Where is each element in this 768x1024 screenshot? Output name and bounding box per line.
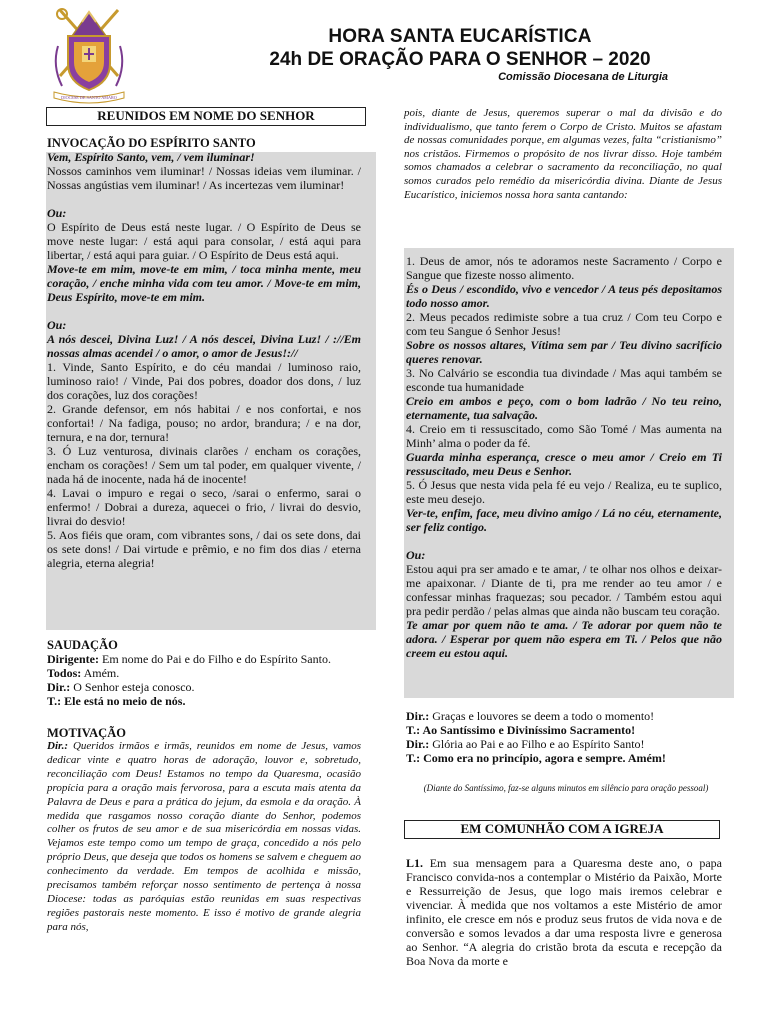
hymn-verse: 3. No Calvário se escondia tua divindade / Mas aqui também se esconde tua humanidade (406, 366, 722, 394)
hymn-verse: 5. Ó Jesus que nesta vida pela fé eu vejo / Realiza, eu te suplico, este meu desejo. (406, 478, 722, 506)
page-header (0, 0, 768, 108)
saudacao-line: Amém. (83, 666, 120, 680)
motivacao-heading: MOTIVAÇÃO (47, 726, 126, 740)
speaker-label: Dirigente: (47, 652, 99, 666)
reader-label: L1. (406, 856, 424, 870)
l1-text: Em sua mensagem para a Quaresma deste ano, o papa Francisco convida-nos a contemplar o Mistério da Paixão, Morte e Ressurreição de Jesus, que logo mais iremos celebrar e vivenciar. À medida que nos voltamos a este Mistério de amor infinito, ele cresce em nós e produz seus frutos de vida nova e de conversão e somos levados a dar uma resposta livre e generosa ao Senhor. “A alegria do cristão brota da escuta e recepção da Boa Nova da morte e (406, 856, 723, 968)
diocese-coat-of-arms-logo (44, 6, 134, 106)
hymn-ou: Ou: (406, 548, 426, 562)
hymn-stanza: 4. Lavai o impuro e regai o seco, /sarai o enfermo, sarai o enfermo! / Dobrai a dureza, aquecei o frio, / livrai do desvio, livrai do desvio! (47, 486, 361, 528)
hymn-verse: 2. Meus pecados redimiste sobre a tua cruz / Com teu Corpo e com teu Sangue ó Senhor Jesus! (406, 310, 722, 338)
doxology-line: Graças e louvores se deem a todo o momento! (432, 709, 655, 723)
hymn-verse: 1. Deus de amor, nós te adoramos neste Sacramento / Corpo e Sangue que fizeste nosso alimento. (406, 254, 722, 282)
hymn-refrain: Sobre os nossos altares, Vítima sem par / Teu divino sacrifício queres renovar. (406, 338, 722, 366)
speaker-label: Dir.: (406, 737, 430, 751)
invocacao-block (47, 136, 361, 570)
hymn-refrain: Creio em ambos e peço, com o bom ladrão / No teu reino, eternamente, tua salvação. (406, 394, 722, 422)
invocacao-text2: O Espírito de Deus está neste lugar. / O Espírito de Deus se move neste lugar: / está aqui para consolar, / está aqui para libertar, / está aqui para guiar. / O Espírito de Deus está aqui. (47, 220, 361, 262)
commission-name: Comissão Diocesana de Liturgia (498, 71, 668, 83)
invocacao-ou2: Ou: (47, 318, 67, 332)
invocacao-line3: A nós descei, Divina Luz! / A nós descei, Divina Luz! / ://Em nossas almas acendei / o amor, o amor de Jesus!:// (47, 332, 361, 360)
invocacao-line2: Move-te em mim, move-te em mim, / toca minha mente, meu coração, / enche minha vida com teu amor. / Move-te em mim, Deus Espírito, move-te em mim. (47, 262, 361, 304)
alt-hymn-refrain: Te amar por quem não te ama. / Te adorar por quem não te adora. / Esperar por quem não espera em Ti. / Pelos que não creem eu estou aqui. (406, 618, 722, 660)
invocacao-ou1: Ou: (47, 206, 67, 220)
speaker-label: T.: (406, 723, 421, 737)
page-subtitle: 24h DE ORAÇÃO PARA O SENHOR – 2020 (269, 49, 651, 70)
hymn-stanza: 2. Grande defensor, em nós habitai / e nos confortai, e nos confortai! / Na fadiga, pouso; no ardor, brandura; / e na dor, ternura, e na dor, ternura! (47, 402, 361, 444)
hymn-refrain: Guarda minha esperança, cresce o meu amor / Creio em Ti ressuscitado, meu Deus e Senhor. (406, 450, 722, 478)
saudacao-line: Ele está no meio de nós. (64, 694, 186, 708)
speaker-label: T.: (406, 751, 421, 765)
hymn-refrain: Ver-te, enfim, face, meu divino amigo / Lá no céu, eternamente, ser feliz contigo. (406, 506, 722, 534)
page-title: HORA SANTA EUCARÍSTICA (328, 26, 592, 47)
invocacao-text1: Nossos caminhos vem iluminar! / Nossas ideias vem iluminar. / Nossas angústias vem iluminar! / As incertezas vem iluminar! (47, 164, 361, 192)
doxology-line: Como era no princípio, agora e sempre. Amém! (423, 751, 666, 765)
motivacao-block (47, 726, 361, 935)
speaker-label: Dir.: (47, 740, 69, 752)
motivacao-text: Queridos irmãos e irmãs, reunidos em nome de Jesus, vamos dedicar vinte e quatro horas de adoração, louvor e, sobretudo, reconciliação com Deus! Estamos no tempo da Quaresma, ocasião propícia para a oração mais fervorosa, para a escuta mais atenta da Palavra de Deus e para a prática do jejum, da esmola e da oração. À medida que rasgamos nosso coração diante do Senhor, podemos colher os frutos de seu amor e de sua misericórdia em nossas vidas. Vejamos este tempo como um tempo de graça, concedido a nós pelo próprio Deus, que deseja que todos os homens se salvem e cheguem ao conhecimento da verdade. Em tempos de acolhida e missão, precisamos também reforçar nosso sentimento de pertença à nossa Diocese: todas as paróquias estão reunidas em suas respectivas regiões pastorais neste momento. E isso é motivo de grande alegria para nós, (47, 740, 361, 933)
hymn-verse: 4. Creio em ti ressuscitado, como São Tomé / Mas aumenta na Minh’ alma o poder da fé. (406, 422, 722, 450)
intro-text: pois, diante de Jesus, queremos superar o mal da divisão e do individualismo, que tanto ferem o Corpo de Cristo. Muitos se afastam de nossas comunidades porque, em algumas vezes, falta “cristianismo” nos cristãos. Firmemos o propósito de nos livrar disso. Hoje também somos chamados a celebrar o sacramento da reconciliação, no qual somos curados pelo remédio da misericórdia divina. Diante de Jesus Eucarístico, iniciemos nossa hora santa cantando: (404, 107, 722, 201)
invocacao-line1: Vem, Espírito Santo, vem, / vem iluminar! (47, 150, 255, 164)
hymn-stanza: 3. Ó Luz venturosa, divinais clarões / encham os corações, encham os corações! / Sem um tal poder, em qualquer vivente, / nada há de inocente, nada há de inocente! (47, 444, 361, 486)
hymn-stanza: 1. Vinde, Santo Espírito, e do céu mandai / luminoso raio, luminoso raio! / Vinde, Pai dos pobres, doador dos dons, / luz dos corações, luz dos corações! (47, 360, 361, 402)
hymn-stanza: 5. Aos fiéis que oram, com vibrantes sons, / dai os sete dons, dai os sete dons! / Dai virtude e prêmio, e no fim dos dias / eterna alegria, eterna alegria! (47, 528, 361, 570)
invocacao-heading: INVOCAÇÃO DO ESPÍRITO SANTO (47, 136, 256, 150)
speaker-label: Todos: (47, 666, 82, 680)
doxology-block (406, 709, 726, 765)
l1-block (406, 856, 722, 968)
saudacao-line: Em nome do Pai e do Filho e do Espírito Santo. (101, 652, 331, 666)
speaker-label: Dir.: (406, 709, 430, 723)
speaker-label: T.: (47, 694, 62, 708)
alt-hymn-text: Estou aqui pra ser amado e te amar, / te olhar nos olhos e deixar-me apaixonar. / Diante de ti, pra me render ao teu amor / e confessar minhas fraquezas; sou pecador. / Também estou aqui pra pedir perdão / pelas almas que ainda não buscam teu coração. (406, 562, 722, 618)
hymn-refrain: És o Deus / escondido, vivo e vencedor / A teus pés depositamos todo nosso amor. (406, 282, 722, 310)
doxology-line: Glória ao Pai e ao Filho e ao Espírito Santo! (432, 737, 645, 751)
saudacao-line: O Senhor esteja conosco. (73, 680, 195, 694)
intro-paragraph (404, 107, 722, 202)
doxology-line: Ao Santíssimo e Diviníssimo Sacramento! (422, 723, 636, 737)
speaker-label: Dir.: (47, 680, 71, 694)
section-title-comunhao: EM COMUNHÃO COM A IGREJA (404, 820, 720, 839)
saudacao-block (47, 638, 365, 708)
silence-note: (Diante do Santíssimo, faz-se alguns minutos em silêncio para oração pessoal) (423, 783, 709, 793)
logo-ribbon-text: DIOCESE DE SANTO AMARO (61, 95, 117, 100)
section-title-reunidos: REUNIDOS EM NOME DO SENHOR (46, 107, 366, 126)
saudacao-heading: SAUDAÇÃO (47, 638, 118, 652)
hymn-block (406, 254, 722, 660)
